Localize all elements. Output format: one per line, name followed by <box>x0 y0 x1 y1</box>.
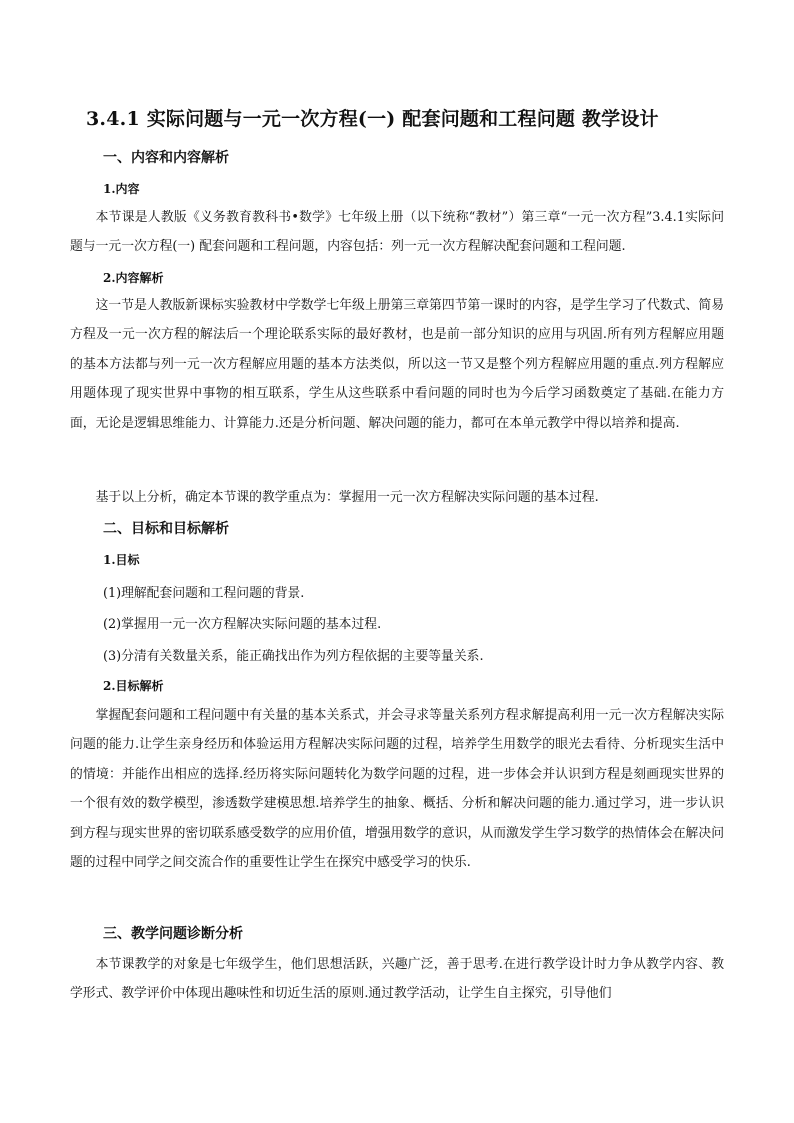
subheading-goals: 1.目标 <box>103 553 140 567</box>
document-title: 3.4.1 实际问题与一元一次方程(一) 配套问题和工程问题 教学设计 <box>86 108 659 130</box>
section-heading-diagnosis: 三、教学问题诊断分析 <box>103 926 243 942</box>
goal-item: (3)分清有关数量关系，能正确找出作为列方程依据的主要等量关系. <box>103 649 484 664</box>
subheading-content-analysis: 2.内容解析 <box>103 271 164 285</box>
section-heading-goals: 二、目标和目标解析 <box>103 521 229 537</box>
paragraph-key-point: 基于以上分析，确定本节课的教学重点为：掌握用一元一次方程解决实际问题的基本过程. <box>95 490 599 505</box>
paragraph-content-analysis: 这一节是人教版新课标实验教材中学数学七年级上册第三章第四节第一课时的内容，是学生学习了代数式、简易方程及一元一次方程的解法后一个理论联系实际的最好教材，也是前一部分知识的应用与巩固.所有列方程解应用题的基本方法都与列一元一次方程解应用题的基本方法类似，所以这一节又是整个列方程解应用题的重点.列方程解应用题体现了现实世界中事物的相互联系，学生从这些联系中看问题的同时也为今后学习函数奠定了基础.在能力方面，无论是逻辑思维能力、计算能力.还是分析问题、解决问题的能力，都可在本单元教学中得以培养和提高. <box>70 298 724 431</box>
subheading-goals-analysis: 2.目标解析 <box>103 679 164 693</box>
paragraph-goals-analysis: 掌握配套问题和工程问题中有关量的基本关系式，并会寻求等量关系列方程求解提高利用一元一次方程解决实际问题的能力.让学生亲身经历和体验运用方程解决实际问题的过程，培养学生用数学的眼光去看待、分析现实生活中的情境：并能作出相应的选择.经历将实际问题转化为数学问题的过程，进一步体会并认识到方程是刻画现实世界的一个很有效的数学模型，渗透数学建模思想.培养学生的抽象、概括、分析和解决问题的能力.通过学习，进一步认识到方程与现实世界的密切联系感受数学的应用价值，增强用数学的意识，从而激发学生学习数学的热情体会在解决问题的过程中同学之间交流合作的重要性让学生在探究中感受学习的快乐. <box>70 708 724 871</box>
goal-item: (2)掌握用一元一次方程解决实际问题的基本过程. <box>103 617 382 632</box>
paragraph-content: 本节课是人教版《义务教育教科书•数学》七年级上册（以下统称“教材”）第三章“一元一次方程”3.4.1实际问题与一元一次方程(一) 配套问题和工程问题，内容包括：列一元一次方程解决配套问题和工程问题. <box>70 210 724 255</box>
subheading-content: 1.内容 <box>103 182 140 196</box>
section-heading-content: 一、内容和内容解析 <box>103 150 229 166</box>
goal-item: (1)理解配套问题和工程问题的背景. <box>103 586 305 601</box>
paragraph-diagnosis: 本节课教学的对象是七年级学生，他们思想活跃，兴趣广泛，善于思考.在进行教学设计时力争从教学内容、教学形式、教学评价中体现出趣味性和切近生活的原则.通过教学活动，让学生自主探究，引导他们 <box>70 957 724 1002</box>
